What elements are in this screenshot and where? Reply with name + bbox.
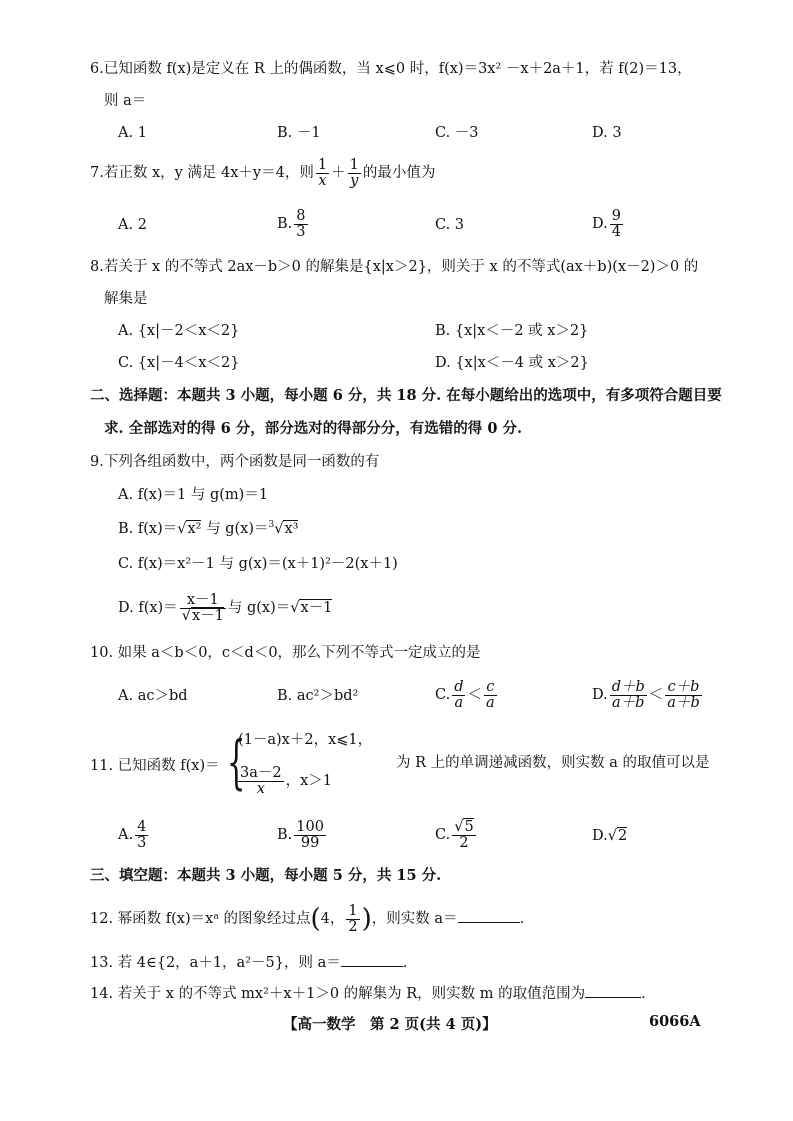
q9-option-d-radicand: x－1 — [300, 600, 333, 616]
q11-option-a-den: 3 — [137, 834, 147, 851]
q13-stem-end: . — [402, 955, 408, 971]
q7-option-d-num: 9 — [611, 207, 621, 224]
q11-stem-suffix: 为 R 上的单调递减函数，则实数 a 的取值可以是 — [396, 755, 710, 771]
q7-option-a: A. 2 — [118, 217, 147, 233]
q11-option-c — [435, 818, 478, 852]
q9-option-d-radical: √ — [290, 600, 300, 616]
q7-option-c: C. 3 — [435, 217, 465, 233]
q12-answer-blank[interactable] — [458, 908, 520, 923]
q9-option-b-radical-2: √ — [274, 521, 284, 537]
q11-option-b-den: 99 — [300, 834, 320, 851]
q10-option-c-den-2: a — [485, 694, 495, 711]
q8-option-a: A. {x|－2＜x＜2} — [118, 323, 240, 339]
q9-option-b-mid: 与 g(x)＝ — [201, 521, 269, 537]
q6-option-d: D. 3 — [592, 125, 622, 141]
q14-stem — [90, 983, 646, 1004]
q11-option-c-radical: √ — [454, 818, 464, 835]
q12-stem-end: . — [519, 911, 525, 927]
q9-option-a: A. f(x)＝1 与 g(m)＝1 — [118, 487, 269, 503]
q8-option-b: B. {x|x＜－2 或 x＞2} — [435, 323, 589, 339]
q10-option-d-den-2: a＋b — [667, 694, 700, 711]
q9-option-d-den-radical: √ — [181, 607, 191, 624]
q11-case-2-den: x — [256, 780, 265, 797]
q11-stem-prefix: 11. 已知函数 f(x)＝ — [90, 758, 220, 774]
q10-option-d-frac-1 — [610, 680, 647, 711]
q11-option-d-radicand: 2 — [617, 828, 628, 844]
q9-stem: 9.下列各组函数中，两个函数是同一函数的有 — [90, 454, 380, 470]
q12-paren-close: ) — [361, 904, 372, 934]
q9-option-d — [118, 590, 332, 626]
exam-code: 6066A — [649, 1013, 701, 1030]
q11-option-c-num — [452, 820, 475, 836]
q7-frac-1 — [316, 158, 329, 189]
q13-stem-prefix: 13. 若 4∈{2，a＋1，a²－5}，则 a＝ — [90, 955, 341, 971]
q11-option-d-label: D. — [592, 828, 608, 844]
q10-option-d-frac-2 — [665, 680, 701, 711]
q6-stem-line2: 则 a＝ — [104, 93, 147, 109]
q9-option-d-mid: 与 g(x)＝ — [227, 600, 291, 616]
q7-option-b-frac — [294, 209, 307, 240]
q10-stem: 10. 如果 a＜b＜0，c＜d＜0，那么下列不等式一定成立的是 — [90, 645, 481, 661]
q10-option-c-frac-1 — [452, 680, 465, 711]
q11-option-c-frac — [452, 820, 475, 851]
q14-stem-prefix: 14. 若关于 x 的不等式 mx²＋x＋1＞0 的解集为 R，则实数 m 的取值范围为 — [90, 986, 586, 1002]
q7-stem-prefix: 7.若正数 x，y 满足 4x＋y＝4，则 — [90, 165, 314, 181]
q10-option-c-label: C. — [435, 687, 451, 703]
q6-stem-line1: 6.已知函数 f(x)是定义在 R 上的偶函数，当 x⩽0 时，f(x)＝3x² －x＋2a＋1，若 f(2)＝13， — [90, 61, 692, 77]
q10-option-d-label: D. — [592, 687, 608, 703]
q11-case-2-num: 3a－2 — [240, 764, 282, 781]
q7-option-b — [277, 207, 310, 241]
q11-option-a-frac — [135, 820, 148, 851]
q7-option-b-label: B. — [277, 216, 293, 232]
q12-point-den: 2 — [348, 918, 358, 935]
q11-option-b-label: B. — [277, 827, 293, 843]
q12-stem-suffix: ，则实数 a＝ — [371, 911, 458, 927]
q11-option-d-radical: √ — [607, 828, 617, 844]
q8-option-c: C. {x|－4＜x＜2} — [118, 355, 240, 371]
q10-option-c — [435, 678, 499, 712]
q12-point-x: 4， — [320, 911, 345, 927]
q11-option-a — [118, 818, 150, 852]
q11-option-a-num: 4 — [137, 818, 147, 835]
q11-option-b — [277, 818, 328, 852]
q10-option-b: B. ac²＞bd² — [277, 688, 359, 704]
q12-point-frac — [346, 904, 359, 935]
q13-stem — [90, 952, 407, 973]
q9-option-d-num: x－1 — [180, 593, 226, 609]
q12-point-num: 1 — [348, 902, 358, 919]
q11-option-b-frac — [294, 820, 326, 851]
q10-option-c-num-1: d — [454, 678, 464, 695]
q8-stem-line2: 解集是 — [104, 291, 148, 307]
section-2-heading-line2: 求. 全部选对的得 6 分，部分选对的得部分分，有选错的得 0 分. — [104, 420, 523, 437]
q9-option-d-pre: D. f(x)＝ — [118, 600, 178, 616]
q7-stem — [90, 156, 435, 190]
q6-option-b: B. －1 — [277, 125, 321, 141]
q7-option-d — [592, 207, 625, 241]
q10-option-c-num-2: c — [484, 680, 497, 696]
q10-option-d-op: ＜ — [648, 687, 664, 703]
q7-plus: ＋ — [331, 165, 346, 181]
q7-stem-suffix: 的最小值为 — [362, 165, 436, 181]
q12-stem — [90, 902, 524, 936]
q11-option-a-label: A. — [118, 827, 134, 843]
q11-option-c-label: C. — [435, 827, 451, 843]
q11-option-c-den: 2 — [459, 834, 469, 851]
q9-option-d-frac — [180, 593, 226, 624]
section-3-heading: 三、填空题：本题共 3 小题，每小题 5 分，共 15 分. — [90, 867, 442, 884]
q11-case-2 — [236, 764, 332, 798]
q10-option-a: A. ac＞bd — [118, 688, 188, 704]
q10-option-d-num-2: c＋b — [665, 680, 701, 696]
q11-case-2-cond: ，x＞1 — [285, 773, 333, 789]
q11-case-2-frac — [238, 766, 284, 797]
q6-option-a: A. 1 — [118, 125, 147, 141]
q7-option-d-frac — [610, 209, 623, 240]
q11-option-c-radicand: 5 — [464, 818, 474, 835]
q7-frac-2-num: 1 — [349, 156, 359, 173]
q9-option-d-den — [180, 609, 226, 624]
q7-frac-1-den: x — [318, 172, 327, 189]
q11-case-1: (1－a)x＋2，x⩽1， — [238, 732, 373, 748]
q13-answer-blank[interactable] — [341, 952, 403, 967]
q10-option-c-frac-2 — [484, 680, 497, 711]
q7-option-b-num: 8 — [296, 207, 306, 224]
page-footer: 【高一数学 第 2 页(共 4 页)】 — [283, 1016, 497, 1033]
q11-option-d — [592, 826, 627, 846]
section-2-heading-line1: 二、选择题：本题共 3 小题，每小题 6 分，共 18 分. 在每小题给出的选项中，有多项符合题目要 — [90, 387, 722, 404]
q9-option-b-root-index: 3 — [268, 520, 275, 531]
q7-option-d-den: 4 — [611, 223, 621, 240]
q9-option-b — [118, 519, 298, 539]
q10-option-d-den-1: a＋b — [612, 694, 645, 711]
q9-option-b-radical: √ — [177, 521, 187, 537]
q7-option-d-label: D. — [592, 216, 608, 232]
q9-option-d-den-radicand: x－1 — [191, 607, 224, 624]
q7-frac-2 — [348, 158, 361, 189]
q9-option-b-pre: B. f(x)＝ — [118, 521, 178, 537]
q14-answer-blank[interactable] — [585, 983, 641, 998]
q9-option-b-radicand-2: x³ — [284, 521, 299, 537]
q10-option-d-num-1: d＋b — [611, 678, 645, 695]
q9-option-b-radicand: x² — [187, 521, 202, 537]
q11-option-b-num: 100 — [296, 818, 324, 835]
q7-option-b-den: 3 — [296, 223, 306, 240]
q12-paren-open: ( — [310, 904, 321, 934]
piecewise-brace-icon: { — [227, 728, 246, 796]
q10-option-c-den-1: a — [454, 694, 464, 711]
q8-stem-line1: 8.若关于 x 的不等式 2ax－b＞0 的解集是{x|x＞2}，则关于 x 的不等式(ax＋b)(x－2)＞0 的 — [90, 259, 699, 275]
q9-option-c: C. f(x)＝x²－1 与 g(x)＝(x＋1)²－2(x＋1) — [118, 556, 398, 572]
q14-stem-end: . — [641, 986, 646, 1002]
q8-option-d: D. {x|x＜－4 或 x＞2} — [435, 355, 589, 371]
q6-option-c: C. －3 — [435, 125, 479, 141]
q10-option-d — [592, 678, 704, 712]
q7-frac-2-den: y — [350, 172, 359, 189]
q10-option-c-op: ＜ — [467, 687, 482, 703]
q7-frac-1-num: 1 — [317, 156, 328, 173]
q12-stem-prefix: 12. 幂函数 f(x)＝xᵃ 的图象经过点 — [90, 911, 311, 927]
